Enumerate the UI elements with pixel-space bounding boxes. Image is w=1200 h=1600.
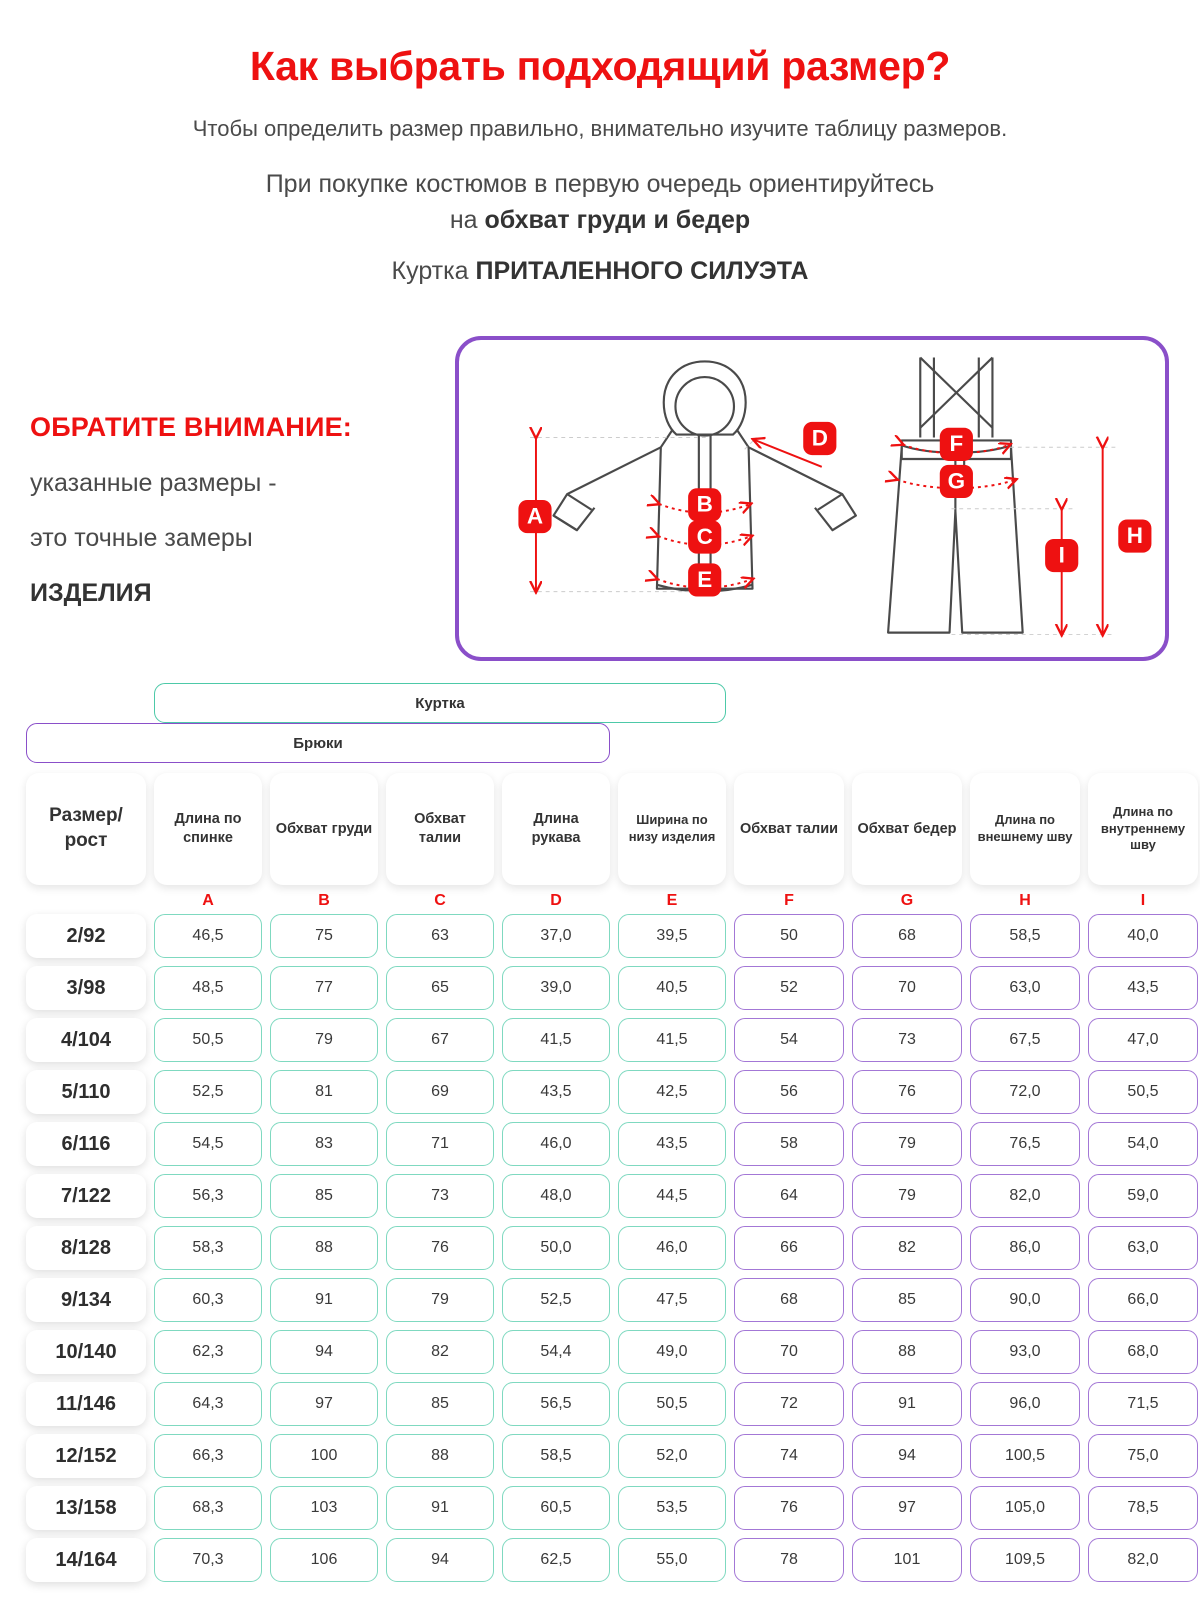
svg-text:C: C — [696, 523, 713, 549]
cell-g: 73 — [852, 1018, 962, 1062]
cell-f: 56 — [734, 1070, 844, 1114]
cell-b: 77 — [270, 966, 378, 1010]
intro-line-2-text: При покупке костюмов в первую очередь ориентируйтесь — [265, 170, 935, 199]
cell-d: 50,0 — [502, 1226, 610, 1270]
attention-line-1: указанные размеры - — [30, 469, 277, 497]
cell-e: 53,5 — [618, 1486, 726, 1530]
header-col-b: Обхват груди — [270, 773, 378, 885]
cell-i: 47,0 — [1088, 1018, 1198, 1062]
intro-line-1: Чтобы определить размер правильно, внимательно изучите таблицу размеров. — [192, 116, 1008, 142]
cell-h: 93,0 — [970, 1330, 1080, 1374]
cell-c: 88 — [386, 1434, 494, 1478]
cell-b: 88 — [270, 1226, 378, 1270]
cell-i: 63,0 — [1088, 1226, 1198, 1270]
cell-h: 82,0 — [970, 1174, 1080, 1218]
table-row — [0, 1538, 1200, 1582]
cell-a: 68,3 — [154, 1486, 262, 1530]
cell-size: 2/92 — [26, 914, 146, 958]
cell-i: 78,5 — [1088, 1486, 1198, 1530]
marker-badge-i — [1045, 539, 1078, 572]
attention-title: ОБРАТИТЕ ВНИМАНИЕ: — [30, 412, 352, 442]
cell-size: 13/158 — [26, 1486, 146, 1530]
cell-e: 42,5 — [618, 1070, 726, 1114]
header-col-c: Обхват талии — [386, 773, 494, 885]
cell-d: 43,5 — [502, 1070, 610, 1114]
cell-d: 37,0 — [502, 914, 610, 958]
cell-size: 3/98 — [26, 966, 146, 1010]
cell-a: 48,5 — [154, 966, 262, 1010]
cell-f: 58 — [734, 1122, 844, 1166]
cell-c: 63 — [386, 914, 494, 958]
page-title: Как выбрать подходящий размер? — [249, 43, 951, 89]
cell-c: 73 — [386, 1174, 494, 1218]
cell-d: 60,5 — [502, 1486, 610, 1530]
cell-i: 66,0 — [1088, 1278, 1198, 1322]
cell-b: 85 — [270, 1174, 378, 1218]
letter-c: C — [434, 892, 446, 909]
cell-g: 82 — [852, 1226, 962, 1270]
cell-b: 94 — [270, 1330, 378, 1374]
header-col-e: Ширина по низу изделия — [618, 773, 726, 885]
cell-a: 70,3 — [154, 1538, 262, 1582]
cell-e: 41,5 — [618, 1018, 726, 1062]
cell-i: 68,0 — [1088, 1330, 1198, 1374]
cell-f: 52 — [734, 966, 844, 1010]
cell-d: 56,5 — [502, 1382, 610, 1426]
cell-size: 10/140 — [26, 1330, 146, 1374]
cell-d: 39,0 — [502, 966, 610, 1010]
letter-f: F — [784, 892, 794, 909]
cell-a: 58,3 — [154, 1226, 262, 1270]
cell-d: 48,0 — [502, 1174, 610, 1218]
pants-guides — [951, 447, 1115, 634]
cell-h: 86,0 — [970, 1226, 1080, 1270]
cell-a: 62,3 — [154, 1330, 262, 1374]
cell-d: 54,4 — [502, 1330, 610, 1374]
cell-size: 5/110 — [26, 1070, 146, 1114]
cell-f: 74 — [734, 1434, 844, 1478]
cell-c: 91 — [386, 1486, 494, 1530]
cell-h: 96,0 — [970, 1382, 1080, 1426]
cell-i: 82,0 — [1088, 1538, 1198, 1582]
marker-badge-e — [688, 563, 721, 596]
cell-size: 8/128 — [26, 1226, 146, 1270]
cell-e: 44,5 — [618, 1174, 726, 1218]
cell-e: 52,0 — [618, 1434, 726, 1478]
cell-c: 67 — [386, 1018, 494, 1062]
cell-a: 56,3 — [154, 1174, 262, 1218]
cell-i: 59,0 — [1088, 1174, 1198, 1218]
cell-size: 14/164 — [26, 1538, 146, 1582]
letter-d: D — [550, 892, 562, 909]
group-row-spacer — [26, 683, 146, 723]
marker-badge-g — [940, 465, 973, 498]
cell-g: 91 — [852, 1382, 962, 1426]
table-row — [0, 1434, 1200, 1478]
marker-badge-d — [803, 422, 836, 455]
cell-size: 6/116 — [26, 1122, 146, 1166]
cell-h: 105,0 — [970, 1486, 1080, 1530]
letter-e: E — [666, 892, 678, 909]
cell-d: 52,5 — [502, 1278, 610, 1322]
jacket-guides — [530, 438, 756, 592]
table-letter-row — [0, 890, 1200, 912]
group-header-pants: Брюки — [26, 723, 610, 763]
cell-c: 94 — [386, 1538, 494, 1582]
illustration-svg — [459, 340, 1165, 657]
cell-c: 65 — [386, 966, 494, 1010]
cell-i: 75,0 — [1088, 1434, 1198, 1478]
group-header-jacket: Куртка — [154, 683, 726, 723]
cell-b: 79 — [270, 1018, 378, 1062]
header-col-h: Длина по внешнему шву — [970, 773, 1080, 885]
cell-size: 7/122 — [26, 1174, 146, 1218]
cell-e: 50,5 — [618, 1382, 726, 1426]
cell-c: 71 — [386, 1122, 494, 1166]
svg-text:E: E — [697, 566, 713, 592]
header-col-f: Обхват талии — [734, 773, 844, 885]
letter-h: H — [1019, 892, 1031, 909]
cell-b: 106 — [270, 1538, 378, 1582]
attention-block — [30, 412, 450, 608]
cell-d: 46,0 — [502, 1122, 610, 1166]
letter-a: A — [202, 892, 214, 909]
cell-f: 76 — [734, 1486, 844, 1530]
header-col-i: Длина по внутреннему шву — [1088, 773, 1198, 885]
letter-i: I — [1140, 892, 1146, 909]
cell-h: 67,5 — [970, 1018, 1080, 1062]
table-header-row — [0, 773, 1200, 885]
svg-text:D: D — [811, 425, 828, 451]
header-col-g: Обхват бедер — [852, 773, 962, 885]
cell-e: 47,5 — [618, 1278, 726, 1322]
size-table — [0, 683, 1200, 1590]
cell-g: 79 — [852, 1122, 962, 1166]
cell-g: 97 — [852, 1486, 962, 1530]
table-row — [0, 1382, 1200, 1426]
cell-e: 40,5 — [618, 966, 726, 1010]
cell-a: 50,5 — [154, 1018, 262, 1062]
cell-g: 88 — [852, 1330, 962, 1374]
cell-f: 78 — [734, 1538, 844, 1582]
cell-g: 85 — [852, 1278, 962, 1322]
table-row — [0, 1018, 1200, 1062]
cell-g: 68 — [852, 914, 962, 958]
cell-c: 76 — [386, 1226, 494, 1270]
cell-b: 75 — [270, 914, 378, 958]
intro-line-2-emphasis: обхват груди и бедер — [484, 206, 751, 235]
cell-a: 64,3 — [154, 1382, 262, 1426]
intro-line-2-prefix: на — [449, 206, 485, 235]
cell-b: 97 — [270, 1382, 378, 1426]
cell-size: 4/104 — [26, 1018, 146, 1062]
cell-size: 11/146 — [26, 1382, 146, 1426]
cell-b: 83 — [270, 1122, 378, 1166]
svg-text:A: A — [526, 503, 544, 529]
cell-h: 100,5 — [970, 1434, 1080, 1478]
cell-i: 43,5 — [1088, 966, 1198, 1010]
cell-a: 66,3 — [154, 1434, 262, 1478]
intro-line-3 — [0, 257, 1200, 286]
table-row — [0, 1174, 1200, 1218]
cell-c: 85 — [386, 1382, 494, 1426]
cell-e: 39,5 — [618, 914, 726, 958]
cell-e: 46,0 — [618, 1226, 726, 1270]
table-row — [0, 1226, 1200, 1270]
header-size: Размер/ рост — [26, 773, 146, 885]
cell-h: 58,5 — [970, 914, 1080, 958]
cell-h: 63,0 — [970, 966, 1080, 1010]
marker-badge-c — [688, 520, 721, 553]
table-row — [0, 1278, 1200, 1322]
cell-i: 40,0 — [1088, 914, 1198, 958]
letter-b: B — [318, 892, 330, 909]
marker-badge-a — [518, 500, 551, 533]
letter-spacer — [26, 890, 146, 912]
cell-e: 55,0 — [618, 1538, 726, 1582]
cell-g: 79 — [852, 1174, 962, 1218]
cell-f: 68 — [734, 1278, 844, 1322]
table-row — [0, 1486, 1200, 1530]
svg-text:B: B — [696, 491, 713, 517]
cell-a: 60,3 — [154, 1278, 262, 1322]
cell-c: 69 — [386, 1070, 494, 1114]
svg-text:G: G — [947, 468, 966, 494]
table-body — [0, 914, 1200, 1582]
svg-text:I: I — [1058, 542, 1065, 568]
marker-badge-f — [940, 428, 973, 461]
cell-b: 81 — [270, 1070, 378, 1114]
attention-line-3: ИЗДЕЛИЯ — [30, 579, 152, 607]
cell-h: 109,5 — [970, 1538, 1080, 1582]
svg-text:H: H — [1126, 522, 1143, 548]
cell-f: 50 — [734, 914, 844, 958]
cell-a: 52,5 — [154, 1070, 262, 1114]
table-row — [0, 914, 1200, 958]
cell-g: 94 — [852, 1434, 962, 1478]
cell-f: 70 — [734, 1330, 844, 1374]
cell-c: 79 — [386, 1278, 494, 1322]
cell-e: 43,5 — [618, 1122, 726, 1166]
cell-f: 72 — [734, 1382, 844, 1426]
cell-i: 50,5 — [1088, 1070, 1198, 1114]
marker-badge-b — [688, 488, 721, 521]
cell-b: 91 — [270, 1278, 378, 1322]
attention-line-2: это точные замеры — [30, 524, 253, 552]
cell-b: 103 — [270, 1486, 378, 1530]
table-row — [0, 1122, 1200, 1166]
intro-line-3-prefix: Куртка — [391, 256, 476, 285]
cell-g: 76 — [852, 1070, 962, 1114]
cell-i: 54,0 — [1088, 1122, 1198, 1166]
intro-line-3-emphasis: ПРИТАЛЕННОГО СИЛУЭТА — [475, 256, 809, 285]
cell-f: 66 — [734, 1226, 844, 1270]
cell-g: 70 — [852, 966, 962, 1010]
header-col-a: Длина по спинке — [154, 773, 262, 885]
cell-d: 62,5 — [502, 1538, 610, 1582]
cell-size: 9/134 — [26, 1278, 146, 1322]
cell-size: 12/152 — [26, 1434, 146, 1478]
cell-g: 101 — [852, 1538, 962, 1582]
cell-e: 49,0 — [618, 1330, 726, 1374]
cell-h: 72,0 — [970, 1070, 1080, 1114]
intro-line-2 — [0, 166, 1200, 239]
cell-h: 76,5 — [970, 1122, 1080, 1166]
cell-c: 82 — [386, 1330, 494, 1374]
cell-i: 71,5 — [1088, 1382, 1198, 1426]
cell-h: 90,0 — [970, 1278, 1080, 1322]
cell-d: 58,5 — [502, 1434, 610, 1478]
measurement-illustration — [455, 336, 1169, 661]
cell-f: 64 — [734, 1174, 844, 1218]
cell-f: 54 — [734, 1018, 844, 1062]
header-col-d: Длина рукава — [502, 773, 610, 885]
svg-text:F: F — [949, 431, 964, 457]
table-row — [0, 966, 1200, 1010]
cell-a: 54,5 — [154, 1122, 262, 1166]
table-group-row — [0, 683, 1200, 763]
table-row — [0, 1070, 1200, 1114]
letter-g: G — [900, 892, 914, 909]
table-row — [0, 1330, 1200, 1374]
marker-badge-h — [1118, 519, 1151, 552]
cell-b: 100 — [270, 1434, 378, 1478]
page-header — [0, 0, 1200, 286]
cell-d: 41,5 — [502, 1018, 610, 1062]
jacket-drawing — [554, 361, 856, 591]
cell-a: 46,5 — [154, 914, 262, 958]
